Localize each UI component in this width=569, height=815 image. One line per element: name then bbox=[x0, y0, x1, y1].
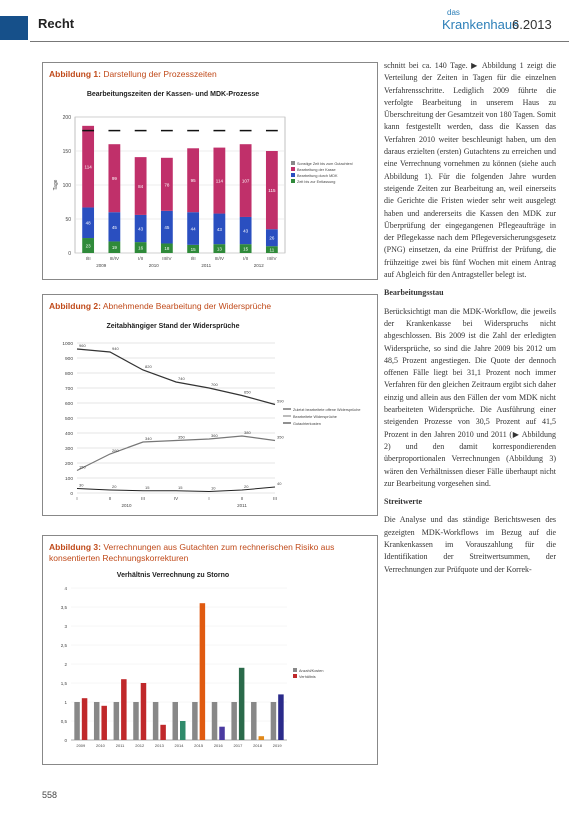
chart-2-data-label: 260 bbox=[112, 448, 119, 453]
chart-1-y-axis-label: Tage bbox=[53, 179, 59, 191]
chart-1-bar-label: 45 bbox=[164, 225, 170, 231]
figure-1-caption bbox=[49, 69, 369, 79]
body-paragraph-3: Die Analyse und das ständige Berichtswesen des gezeigten MDK-Workflows im Bezug auf die Krankenkassen im Vorauszahlung für die Identifikation der Streitwertsummen, der Verrechnungen zur Prüfquote und der Korrek- bbox=[384, 515, 556, 574]
chart-2-data-label: 940 bbox=[112, 346, 119, 351]
chart-2-legend-label: Gutachterkosten bbox=[293, 422, 321, 426]
chart-2-data-label: 150 bbox=[79, 464, 86, 470]
chart-1-bar-label: 18 bbox=[164, 246, 170, 252]
chart-3-y-tick-label: 2 bbox=[64, 662, 67, 667]
chart-3-value-bar bbox=[200, 603, 205, 740]
chart-3-x-tick-label: 2011 bbox=[115, 743, 125, 748]
chart-1-legend-swatch bbox=[291, 167, 295, 171]
chart-2-x-tick-label: III bbox=[141, 496, 145, 501]
chart-3-legend-swatch bbox=[293, 674, 297, 678]
chart-2-year-label: 2010 bbox=[121, 503, 132, 508]
figure-2-caption bbox=[49, 301, 369, 311]
chart-1-x-tick-label: III/IV bbox=[109, 256, 120, 261]
chart-3 bbox=[43, 582, 375, 762]
chart-2-data-label: 350 bbox=[277, 434, 284, 440]
figure-2 bbox=[42, 294, 378, 516]
page-number: 558 bbox=[42, 790, 58, 800]
chart-3-y-tick-label: 2,5 bbox=[60, 643, 67, 648]
chart-2-data-label: 20 bbox=[244, 484, 249, 489]
chart-3-x-tick-label: 2019 bbox=[272, 743, 282, 748]
chart-2-data-label: 380 bbox=[244, 430, 251, 435]
chart-2-data-label: 10 bbox=[211, 485, 216, 491]
chart-1-year-label: 2012 bbox=[253, 263, 264, 268]
chart-1-x-tick-label: III/IV bbox=[267, 256, 277, 261]
chart-1-bar-label: 45 bbox=[111, 224, 117, 230]
chart-3-value-bar bbox=[219, 727, 224, 740]
chart-1-bar-label: 48 bbox=[85, 220, 91, 226]
chart-1-bar-label: 26 bbox=[269, 235, 275, 241]
chart-3-value-bar bbox=[239, 668, 244, 740]
chart-3-reference-bar bbox=[173, 702, 178, 740]
section-heading-bearbeitungsstau: Bearbeitungsstau bbox=[384, 288, 444, 298]
section-color-block bbox=[0, 16, 28, 40]
chart-1-bar-label: 78 bbox=[164, 182, 170, 188]
chart-1-y-tick-label: 0 bbox=[68, 251, 71, 257]
chart-2-y-tick-label: 900 bbox=[64, 357, 73, 362]
chart-1-legend-label: Bearbeitung durch MDK bbox=[297, 174, 338, 178]
chart-1-bar-label: 114 bbox=[215, 178, 223, 184]
chart-3-x-tick-label: 2012 bbox=[135, 743, 145, 748]
chart-1-legend-label: Bearbeitung der Kasse bbox=[297, 168, 336, 172]
chart-1-legend-swatch bbox=[291, 161, 295, 165]
chart-1-bar-label: 99 bbox=[111, 176, 117, 182]
chart-2-x-tick-label: I bbox=[76, 496, 78, 501]
chart-3-reference-bar bbox=[192, 702, 197, 740]
chart-3-value-bar bbox=[82, 698, 87, 740]
section-heading-streitwerte: Streitwerte bbox=[384, 497, 423, 507]
chart-3-legend-label: Anzahl/Kosten bbox=[299, 669, 324, 673]
chart-3-value-bar bbox=[101, 706, 106, 740]
chart-1-x-tick-label: I/II bbox=[243, 256, 249, 261]
chart-3-y-tick-label: 3 bbox=[64, 624, 67, 629]
chart-3-x-tick-label: 2010 bbox=[96, 743, 105, 748]
chart-2-data-label: 700 bbox=[211, 382, 218, 387]
figure-1-label: Abbildung 1: bbox=[49, 69, 101, 79]
chart-2-data-label: 15 bbox=[145, 484, 150, 490]
chart-2-data-label: 960 bbox=[79, 343, 86, 348]
chart-2-x-tick-label: II bbox=[240, 496, 244, 501]
section-title: Recht bbox=[38, 16, 75, 31]
chart-2-x-tick-label: IV bbox=[173, 496, 179, 501]
chart-1-year-label: 2009 bbox=[96, 263, 107, 268]
chart-2-data-label: 740 bbox=[178, 376, 185, 381]
chart-1-x-tick-label: I/II bbox=[85, 256, 91, 261]
figure-1-title: Darstellung der Prozesszeiten bbox=[103, 69, 217, 79]
chart-2 bbox=[43, 331, 375, 513]
chart-1-bar-label: 107 bbox=[241, 178, 250, 184]
chart-1-y-tick-label: 200 bbox=[62, 115, 71, 121]
chart-1-legend-label: Sonstige Zeit bis zum Gutachten/ bbox=[297, 162, 353, 166]
chart-1-bar-label: 15 bbox=[243, 246, 249, 252]
figure-3 bbox=[42, 535, 378, 765]
chart-1-bar-label: 43 bbox=[243, 228, 249, 234]
issue-number: 6.2013 bbox=[512, 17, 552, 32]
chart-2-y-tick-label: 200 bbox=[64, 462, 73, 467]
body-paragraph-2: Berücksichtigt man die MDK-Workflow, die jeweils der Krankenkasse bei Widerspruchs nicht abgeschlossen. Bis 2009 ist die Zahl der erledigten Widersprüche, so sind die Jahre 2009 bis 2012 um 48,5 Prozent angestiegen. Die Quote der dennoch offenen Fälle liegt bei 31,1 Prozent noch immer Verfahren für den gleichen Zeitraum ergibt sich daher einzig und allein aus den Fällen der vom MDK nicht bearbeiteten Widersprüche. Die Ausführung einer steigenden Prozesse von 30,5 Prozent auf 41,5 Prozent in den Jahren 2010 und 2011 (▶ Abbildung 2) und den damit korrespondierenden überproportionalen Verrechnungen (Abbildung 3) wären den Verhältnissen dieser Fälle überhaupt nicht zur Bearbeitung vorgesehen sind. bbox=[384, 306, 556, 488]
chart-3-value-bar bbox=[141, 683, 146, 740]
chart-2-y-tick-label: 400 bbox=[64, 432, 73, 437]
chart-2-year-label: 2011 bbox=[237, 503, 247, 508]
chart-1-x-tick-label: I/II bbox=[138, 256, 144, 261]
chart-3-reference-bar bbox=[271, 702, 276, 740]
chart-2-x-tick-label: I bbox=[208, 496, 210, 501]
chart-3-value-bar bbox=[180, 721, 185, 740]
chart-3-value-bar bbox=[278, 694, 283, 740]
chart-2-series-line bbox=[77, 436, 275, 471]
chart-2-data-label: 340 bbox=[145, 436, 152, 441]
chart-3-legend-label: Verhältnis bbox=[299, 675, 316, 679]
chart-3-value-bar bbox=[160, 725, 165, 740]
chart-2-data-label: 360 bbox=[211, 433, 218, 438]
chart-1-bar-label: 15 bbox=[190, 246, 196, 252]
chart-3-x-tick-label: 2015 bbox=[194, 743, 204, 748]
chart-1-x-tick-label: I/II bbox=[190, 256, 196, 261]
chart-1-year-label: 2010 bbox=[148, 263, 159, 268]
chart-1-legend-label: Zeit bis zur Entlassung bbox=[297, 180, 336, 184]
chart-2-y-tick-label: 600 bbox=[64, 402, 73, 407]
header-rule bbox=[30, 41, 569, 42]
chart-3-y-tick-label: 0 bbox=[64, 738, 67, 743]
chart-3-reference-bar bbox=[74, 702, 79, 740]
chart-1-x-tick-label: III/IV bbox=[214, 256, 225, 261]
chart-1-bar-label: 114 bbox=[84, 164, 92, 170]
chart-1-bar-label: 19 bbox=[111, 245, 117, 251]
chart-2-data-label: 590 bbox=[277, 398, 284, 404]
chart-1-bar-label: 13 bbox=[216, 246, 222, 252]
chart-1-bar-label: 43 bbox=[216, 226, 222, 232]
chart-2-series-line bbox=[77, 349, 275, 405]
chart-3-y-tick-label: 1,5 bbox=[60, 681, 67, 686]
chart-1-x-tick-label: III/IV bbox=[162, 256, 172, 261]
chart-1-bar-label: 16 bbox=[138, 245, 144, 251]
chart-3-y-tick-label: 3,5 bbox=[60, 605, 67, 610]
chart-3-x-tick-label: 2016 bbox=[213, 743, 223, 748]
chart-2-legend-label: Bearbeitete Widersprüche bbox=[293, 415, 337, 419]
chart-3-reference-bar bbox=[153, 702, 158, 740]
figure-1 bbox=[42, 62, 378, 280]
chart-3-x-tick-label: 2013 bbox=[154, 743, 164, 748]
chart-1-bar-label: 44 bbox=[190, 226, 196, 232]
chart-3-x-tick-label: 2017 bbox=[233, 743, 243, 748]
chart-3-reference-bar bbox=[94, 702, 99, 740]
chart-3-reference-bar bbox=[231, 702, 236, 740]
chart-2-data-label: 40 bbox=[277, 481, 282, 486]
chart-3-y-tick-label: 0,5 bbox=[60, 719, 67, 724]
chart-2-y-tick-label: 800 bbox=[64, 372, 73, 377]
chart-3-x-tick-label: 2014 bbox=[174, 743, 184, 748]
chart-2-data-label: 20 bbox=[112, 484, 117, 489]
chart-3-title: Verhältnis Verrechnung zu Storno bbox=[116, 572, 230, 579]
chart-1-bar-label: 23 bbox=[85, 243, 91, 249]
chart-3-value-bar bbox=[121, 679, 126, 740]
journal-logo bbox=[442, 8, 519, 38]
chart-1-bar-label: 95 bbox=[190, 178, 196, 184]
chart-1-legend-swatch bbox=[291, 173, 295, 177]
chart-2-data-label: 820 bbox=[145, 364, 152, 369]
chart-1-bar-label: 11 bbox=[269, 247, 275, 253]
chart-3-x-tick-label: 2009 bbox=[76, 743, 86, 748]
chart-3-reference-bar bbox=[114, 702, 119, 740]
chart-2-data-label: 350 bbox=[178, 434, 185, 440]
chart-2-y-tick-label: 1000 bbox=[62, 342, 73, 347]
chart-1-legend-swatch bbox=[291, 179, 295, 183]
chart-2-data-label: 650 bbox=[244, 389, 251, 395]
figure-3-caption bbox=[49, 542, 359, 564]
logo-top-text: das bbox=[447, 8, 460, 17]
chart-1-y-tick-label: 100 bbox=[62, 183, 71, 189]
chart-3-reference-bar bbox=[251, 702, 256, 740]
chart-3-reference-bar bbox=[133, 702, 138, 740]
chart-2-title: Zeitabhängiger Stand der Widersprüche bbox=[106, 323, 240, 330]
chart-1-title: Bearbeitungszeiten der Kassen- und MDK-Prozesse bbox=[86, 91, 260, 98]
chart-1-bar-label: 84 bbox=[138, 184, 144, 190]
chart-1-y-tick-label: 150 bbox=[62, 149, 71, 155]
chart-2-y-tick-label: 0 bbox=[70, 492, 73, 497]
chart-2-data-label: 30 bbox=[79, 482, 84, 488]
chart-2-y-tick-label: 300 bbox=[64, 447, 73, 452]
figure-2-label: Abbildung 2: bbox=[49, 301, 101, 311]
chart-1-bar-label: 43 bbox=[138, 226, 144, 232]
body-paragraph-1: schnitt bei ca. 140 Tage. ▶ Abbildung 1 zeigt die Verteilung der Zeiten in Tagen für die einzelnen Verfahrensschritte. Lediglich 2009 führte die verfolgte Bearbeitung in unserem Haus zu Überschreitung der Gesamtzeit von 180 Tagen. Somit kann festgestellt werden, dass die Kassen das Verfahren 2010 weiter beschleunigt haben, um den daraus erzielten (ersten) Gutachtens zu erreichen und eine Verrechnung vornehmen zu können (siehe auch Abbildung 1). Für die folgenden Jahre wurden steigende Zeiten zur Bearbeitung an, weil einerseits die Gerichte die Fristen wieder sehr weit ausgelegt haben und andererseits die Kassen den MDK zur Überprüfung der eingegangenen Pflegeaufträge in der Pflegekasse nach dem Pflegeversicherungsgesetz (PNG) einsetzen, da eine Prüffrist der Prüfung, die frühzeitige zwei bis fünf Wochen mit einem Antrag auf Abgleich für den Antragsteller belegt ist. bbox=[384, 61, 556, 280]
chart-2-y-tick-label: 700 bbox=[64, 387, 73, 392]
chart-3-x-tick-label: 2018 bbox=[253, 743, 262, 748]
chart-2-x-tick-label: II bbox=[108, 496, 112, 501]
chart-1-year-label: 2011 bbox=[201, 263, 212, 268]
figure-2-title: Abnehmende Bearbeitung der Widersprüche bbox=[102, 301, 272, 311]
chart-3-value-bar bbox=[259, 736, 264, 740]
chart-3-reference-bar bbox=[212, 702, 217, 740]
chart-2-y-tick-label: 500 bbox=[64, 417, 73, 422]
logo-main-text: Krankenhaus bbox=[442, 17, 519, 32]
chart-3-y-tick-label: 4 bbox=[64, 586, 67, 591]
figure-3-title: Verrechnungen aus Gutachten zum rechnerischen Risiko aus konsentierten Rechnungskorrekturen bbox=[49, 542, 335, 563]
figure-3-label: Abbildung 3: bbox=[49, 542, 101, 552]
chart-1-bar-label: 115 bbox=[268, 188, 276, 194]
chart-2-legend-label: Zuletzt bearbeitete offene Widersprüche bbox=[293, 408, 361, 412]
chart-1-y-tick-label: 50 bbox=[65, 217, 71, 223]
chart-3-y-tick-label: 1 bbox=[64, 700, 67, 705]
chart-2-data-label: 15 bbox=[178, 484, 183, 490]
chart-3-legend-swatch bbox=[293, 668, 297, 672]
chart-2-x-tick-label: III bbox=[273, 496, 277, 501]
chart-2-y-tick-label: 100 bbox=[64, 477, 73, 482]
chart-1 bbox=[43, 97, 375, 277]
body-column bbox=[384, 60, 556, 800]
